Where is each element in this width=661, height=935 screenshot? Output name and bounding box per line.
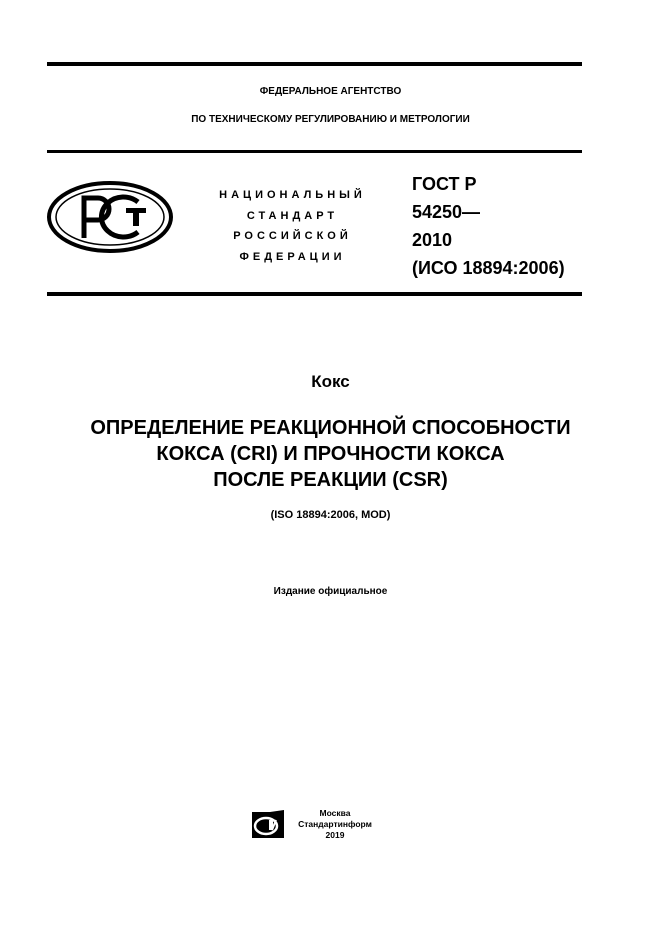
gost-designation	[412, 170, 565, 282]
main-title	[0, 415, 661, 493]
national-line: НАЦИОНАЛЬНЫЙ	[219, 189, 366, 201]
main-title-line: КОКСА (CRI) И ПРОЧНОСТИ КОКСА	[156, 443, 505, 465]
subject-title: Кокс	[311, 372, 350, 391]
lower-rule	[47, 292, 582, 296]
publisher-year: 2019	[325, 830, 345, 840]
national-standard-label	[200, 185, 385, 267]
top-rule	[47, 62, 582, 66]
gost-line: (ИСО 18894:2006)	[412, 258, 565, 278]
main-title-line: ПОСЛЕ РЕАКЦИИ (CSR)	[213, 469, 448, 491]
main-title-line: ОПРЕДЕЛЕНИЕ РЕАКЦИОННОЙ СПОСОБНОСТИ	[90, 417, 571, 439]
publisher-name: Стандартинформ	[298, 819, 372, 829]
iso-reference: (ISO 18894:2006, MOD)	[270, 509, 391, 521]
standartinform-logo-icon	[250, 808, 286, 840]
gost-line: 54250—	[412, 202, 481, 222]
upper-rule	[47, 150, 582, 153]
rst-logo-icon	[46, 180, 174, 254]
national-line: ФЕДЕРАЦИИ	[239, 250, 346, 263]
gost-line: ГОСТ Р	[412, 174, 477, 194]
national-line: СТАНДАРТ	[246, 209, 339, 222]
gost-line: 2010	[412, 230, 453, 250]
edition-label: Издание официальное	[273, 586, 388, 597]
agency-line-1: ФЕДЕРАЛЬНОЕ АГЕНТСТВО	[259, 86, 402, 97]
national-line: РОССИЙСКОЙ	[233, 230, 352, 242]
publisher-city: Москва	[319, 808, 351, 818]
agency-line-2: ПО ТЕХНИЧЕСКОМУ РЕГУЛИРОВАНИЮ И МЕТРОЛОГИИ	[191, 114, 470, 125]
publisher-info	[290, 808, 380, 841]
